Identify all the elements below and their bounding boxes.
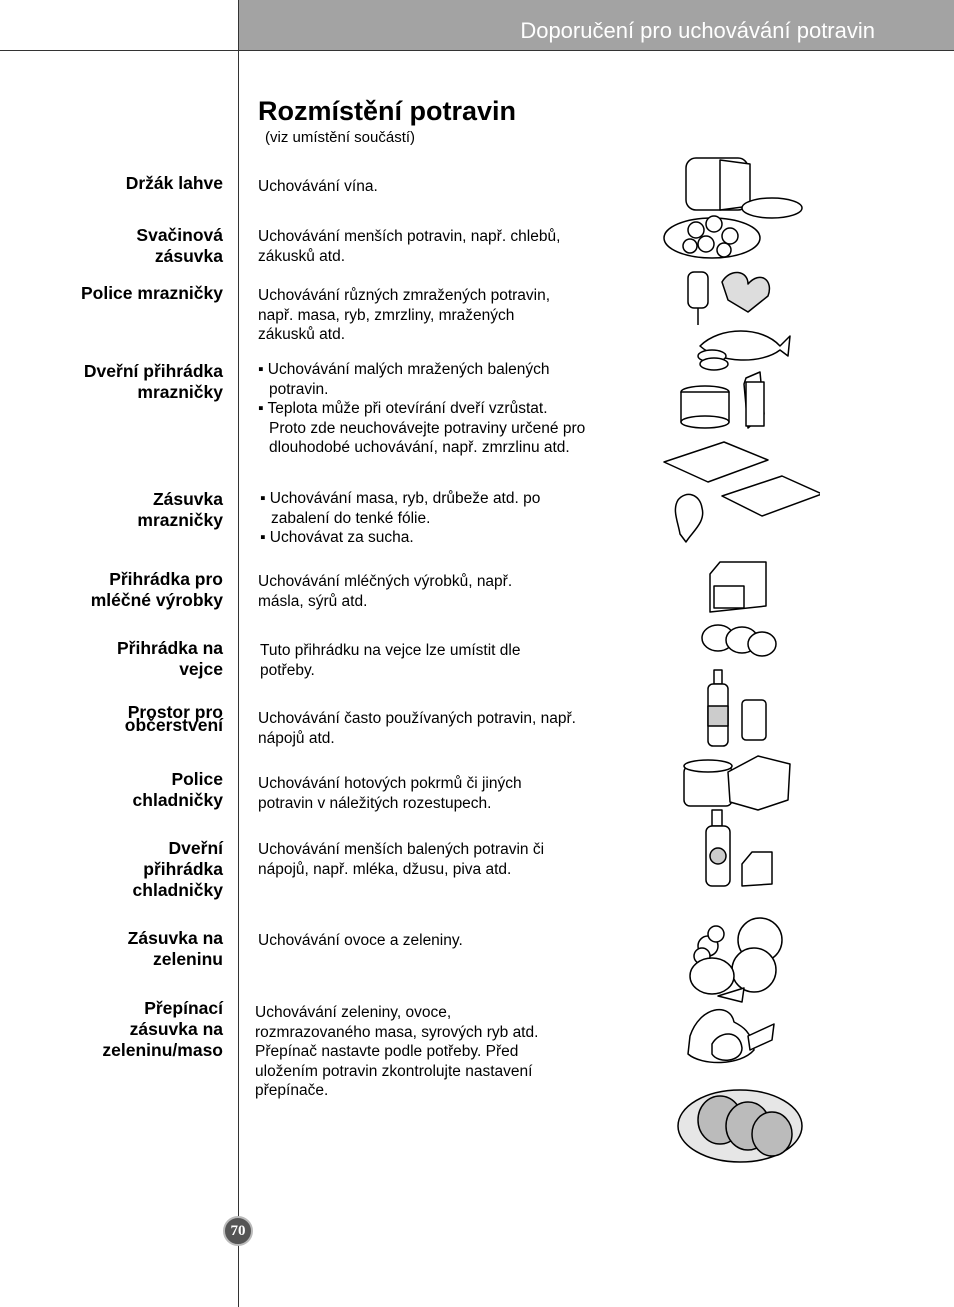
label-fridge-door-bin: Dveřní přihrádka chladničky [132, 838, 223, 900]
label-snack-drawer: Svačinová zásuvka [136, 225, 223, 266]
milk-bottle-icon [706, 810, 772, 886]
desc-snack-drawer [258, 227, 578, 266]
desc-bullet: ▪ Teplota může při otevírání dveří vzrůstat. Proto zde neuchovávejte potraviny určené pro dlouhodobé uchovávání, např. zmrzlinu atd. [258, 400, 586, 456]
column-divider [238, 0, 239, 1307]
fish-icon [698, 331, 790, 370]
header-divider [0, 50, 954, 51]
label-freezer-door-bin: Dveřní přihrádka mrazničky [83, 361, 223, 402]
label-egg-tray: Přihrádka na vejce [116, 638, 223, 679]
butter-icon [710, 562, 766, 612]
desc-text: Uchovávání často používaných potravin, např. nápojů atd. [258, 710, 576, 747]
desc-text: Uchovávání různých zmražených potravin, např. masa, ryb, zmrzliny, mražených zákusků atd. [258, 287, 551, 343]
desc-convertible-drawer [255, 1003, 560, 1101]
onions-icon [688, 1010, 774, 1063]
desc-text: Tuto přihrádku na vejce lze umístit dle potřeby. [260, 642, 521, 679]
desc-bullet: ▪ Uchovávání masa, ryb, drůbeže atd. po zabalení do tenké fólie. [260, 490, 541, 527]
desc-text: Uchovávání hotových pokrmů či jiných potravin v náležitých rozestupech. [258, 775, 522, 812]
food-storage-icon [684, 756, 790, 810]
ice-cream-icon [688, 272, 769, 325]
label-dairy-bin: Přihrádka pro mléčné výrobky [90, 569, 223, 610]
food-illustrations [650, 150, 820, 1180]
desc-freezer-drawer [260, 489, 570, 548]
desc-snack-corner [258, 709, 588, 748]
desc-text: Uchovávání menších balených potravin či nápojů, např. mléka, džusu, piva atd. [258, 841, 545, 878]
container-icon [681, 372, 764, 428]
label-freezer-drawer: Zásuvka mrazničky [137, 489, 223, 530]
label-bottle-holder: Držák lahve [125, 173, 223, 193]
eggs-icon [702, 625, 776, 656]
desc-freezer-shelf [258, 286, 568, 345]
page-number: 70 [223, 1216, 253, 1246]
label-vegetable-drawer: Zásuvka na zeleninu [127, 928, 223, 969]
frozen-pack-icon [664, 442, 820, 542]
desc-fridge-door-bin [258, 840, 568, 879]
desc-bullet: ▪ Uchovávat za sucha. [260, 529, 414, 546]
label-freezer-shelf: Police mrazničky [80, 283, 223, 303]
desc-egg-tray [260, 641, 550, 680]
label-snack-corner: Prostor pro občerstvení [124, 702, 223, 735]
bread-icon [664, 158, 802, 258]
bottle-icon [708, 670, 766, 746]
desc-text: Uchovávání vína. [258, 178, 378, 195]
desc-text: Uchovávání ovoce a zeleniny. [258, 932, 463, 949]
desc-text: Uchovávání menších potravin, např. chlebů, zákusků atd. [258, 228, 561, 265]
label-convertible-drawer: Přepínací zásuvka na zeleninu/maso [102, 998, 223, 1060]
meat-plate-icon [678, 1090, 802, 1162]
desc-dairy-bin [258, 572, 543, 611]
desc-fridge-shelf [258, 774, 558, 813]
page-title: Rozmístění potravin [258, 96, 517, 126]
desc-freezer-door-bin [258, 360, 588, 458]
label-fridge-shelf: Police chladničky [132, 769, 223, 810]
header-title: Doporučení pro uchovávání potravin [520, 18, 875, 43]
vegetables-icon [690, 918, 782, 1002]
page-subtitle: (viz umístění součástí) [265, 129, 416, 146]
desc-bullet: ▪ Uchovávání malých mražených balených potravin. [258, 361, 550, 398]
desc-bottle-holder [258, 177, 598, 197]
desc-text: Uchovávání zeleniny, ovoce, rozmrazovaného masa, syrových ryb atd. Přepínač nastavte podle potřeby. Před uložením potravin zkontrolujte nastavení přepínače. [255, 1004, 539, 1099]
desc-text: Uchovávání mléčných výrobků, např. másla, sýrů atd. [258, 573, 513, 610]
desc-vegetable-drawer [258, 931, 558, 951]
